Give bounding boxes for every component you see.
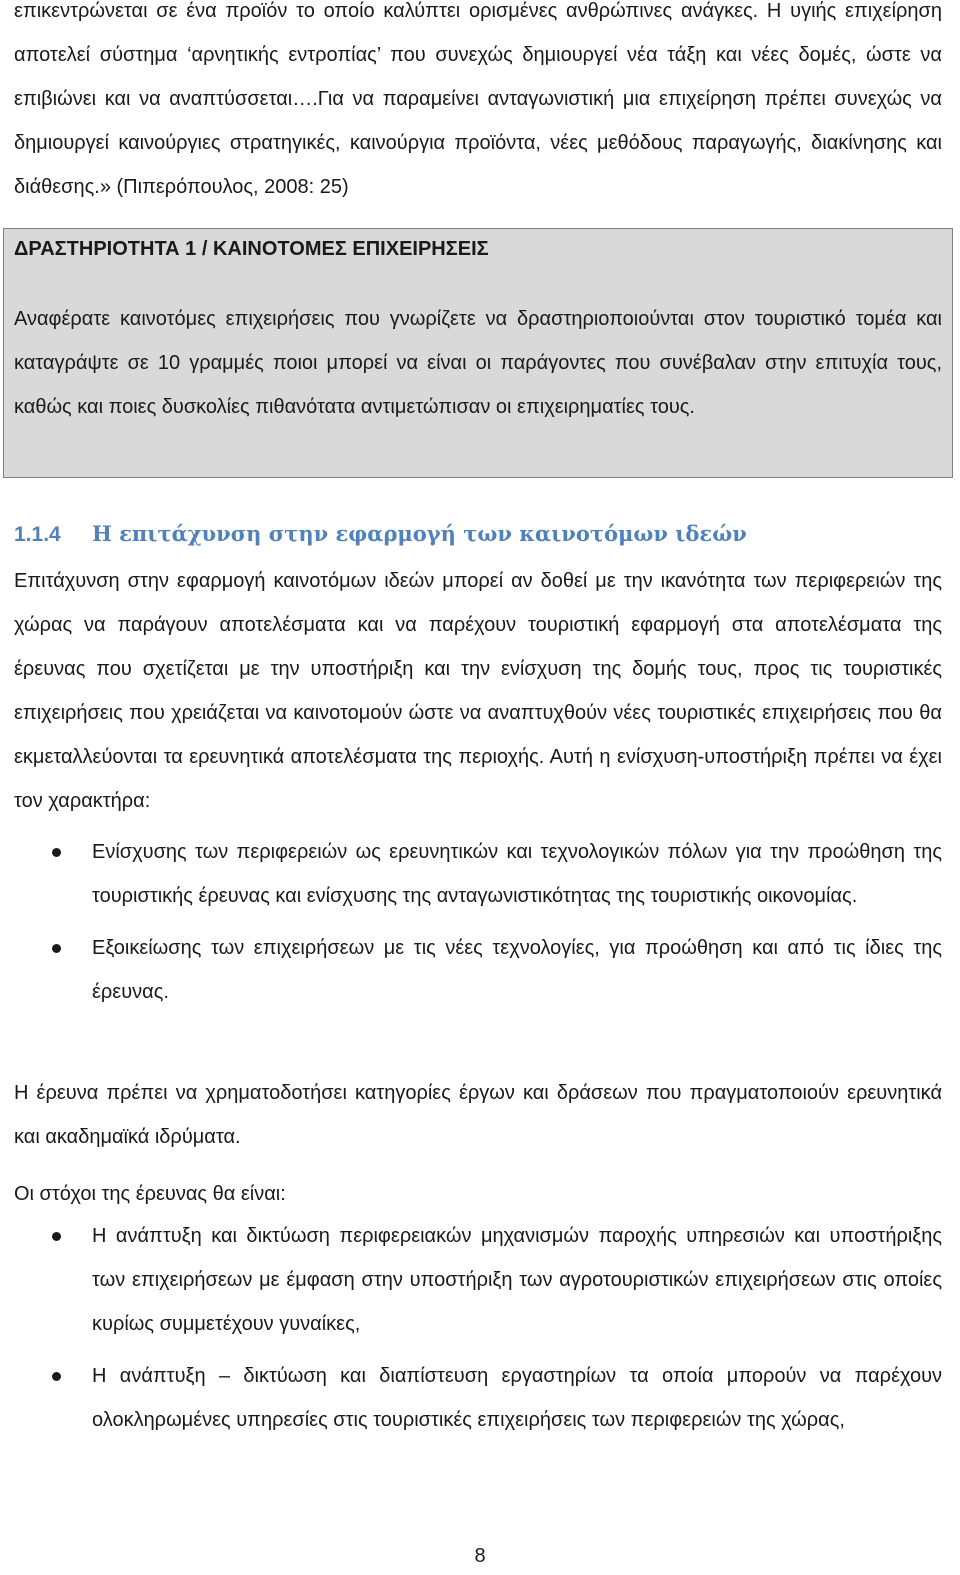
list-item-text: Η ανάπτυξη – δικτύωση και διαπίστευση εργαστηρίων τα οποία μπορούν να παρέχουν ολοκληρωμένες υπηρεσίες στις τουριστικές επιχειρήσεις των περιφερειών της χώρας,	[92, 1365, 942, 1431]
list-item-text: Η ανάπτυξη και δικτύωση περιφερειακών μηχανισμών παροχής υπηρεσιών και υποστήριξης των επιχειρήσεων με έμφαση στην υποστήριξη των αγροτουριστικών επιχειρήσεων στις οποίες κυρίως συμμετέχουν γυναίκες,	[92, 1225, 942, 1335]
goals-bullet-list	[14, 1214, 942, 1442]
section-title: Η επιτάχυνση στην εφαρμογή των καινοτόμων ιδεών	[92, 521, 747, 546]
body-paragraph: Επιτάχυνση στην εφαρμογή καινοτόμων ιδεών μπορεί αν δοθεί με την ικανότητα των περιφερειών της χώρας να παράγουν αποτελέσματα και να παρέχουν τουριστική εφαρμογή στα αποτελέσματα της έρευνας που σχετίζεται με την υποστήριξη και την ενίσχυση της δομής τους, προς τις τουριστικές επιχειρήσεις που χρειάζεται να καινοτομούν ώστε να αναπτυχθούν νέες τουριστικές επιχειρήσεις που θα εκμεταλλεύονται τα ερευνητικά αποτελέσματα της περιοχής. Αυτή η ενίσχυση-υποστήριξη πρέπει να έχει τον χαρακτήρα:	[14, 570, 942, 812]
intro-quote-paragraph: επικεντρώνεται σε ένα προϊόν το οποίο καλύπτει ορισμένες ανθρώπινες ανάγκες. Η υγιής επιχείρηση αποτελεί σύστημα ‘αρνητικής εντροπίας’ που συνεχώς δημιουργεί νέα τάξη και νέες δομές, ώστε να επιβιώνει και να αναπτύσσεται….Για να παραμείνει ανταγωνιστική μια επιχείρηση πρέπει συνεχώς να δημιουργεί καινούργιες στρατηγικές, καινούργια προϊόντα, νέες μεθόδους παραγωγής, διακίνησης και διάθεσης.» (Πιπερόπουλος, 2008: 25)	[14, 0, 942, 198]
list-item-text: Εξοικείωσης των επιχειρήσεων με τις νέες τεχνολογίες, για προώθηση και από τις ίδιες της έρευνας.	[92, 937, 942, 1003]
activity-text: Αναφέρατε καινοτόμες επιχειρήσεις που γνωρίζετε να δραστηριοποιούνται στον τουριστικό τομέα και καταγράψτε σε 10 γραμμές ποιοι μπορεί να είναι οι παράγοντες που συνέβαλαν στην επιτυχία τους, καθώς και ποιες δυσκολίες πιθανότατα αντιμετώπισαν οι επιχειρηματίες τους.	[14, 308, 942, 418]
body-paragraph: Οι στόχοι της έρευνας θα είναι:	[14, 1183, 286, 1205]
section-heading	[14, 514, 747, 555]
list-item	[14, 1354, 942, 1442]
activity-title: ΔΡΑΣΤΗΡΙΟΤΗΤΑ 1 / ΚΑΙΝΟΤΟΜΕΣ ΕΠΙΧΕΙΡΗΣΕΙΣ	[14, 238, 489, 260]
bullet-icon	[52, 1372, 61, 1381]
list-item	[14, 1214, 942, 1346]
list-item-text: Ενίσχυσης των περιφερειών ως ερευνητικών και τεχνολογικών πόλων για την προώθηση της τουριστικής έρευνας και ενίσχυσης της ανταγωνιστικότητας της τουριστικής οικονομίας.	[92, 841, 942, 907]
bullet-icon	[52, 944, 61, 953]
section-number: 1.1.4	[14, 523, 61, 546]
list-item	[14, 926, 942, 1014]
list-item	[14, 830, 942, 918]
bullet-icon	[52, 848, 61, 857]
activity-box	[3, 228, 953, 478]
bullet-icon	[52, 1232, 61, 1241]
page-number: 8	[474, 1545, 486, 1567]
character-bullet-list	[14, 830, 942, 1014]
body-paragraph: Η έρευνα πρέπει να χρηματοδοτήσει κατηγορίες έργων και δράσεων που πραγματοποιούν ερευνητικά και ακαδημαϊκά ιδρύματα.	[14, 1082, 942, 1148]
